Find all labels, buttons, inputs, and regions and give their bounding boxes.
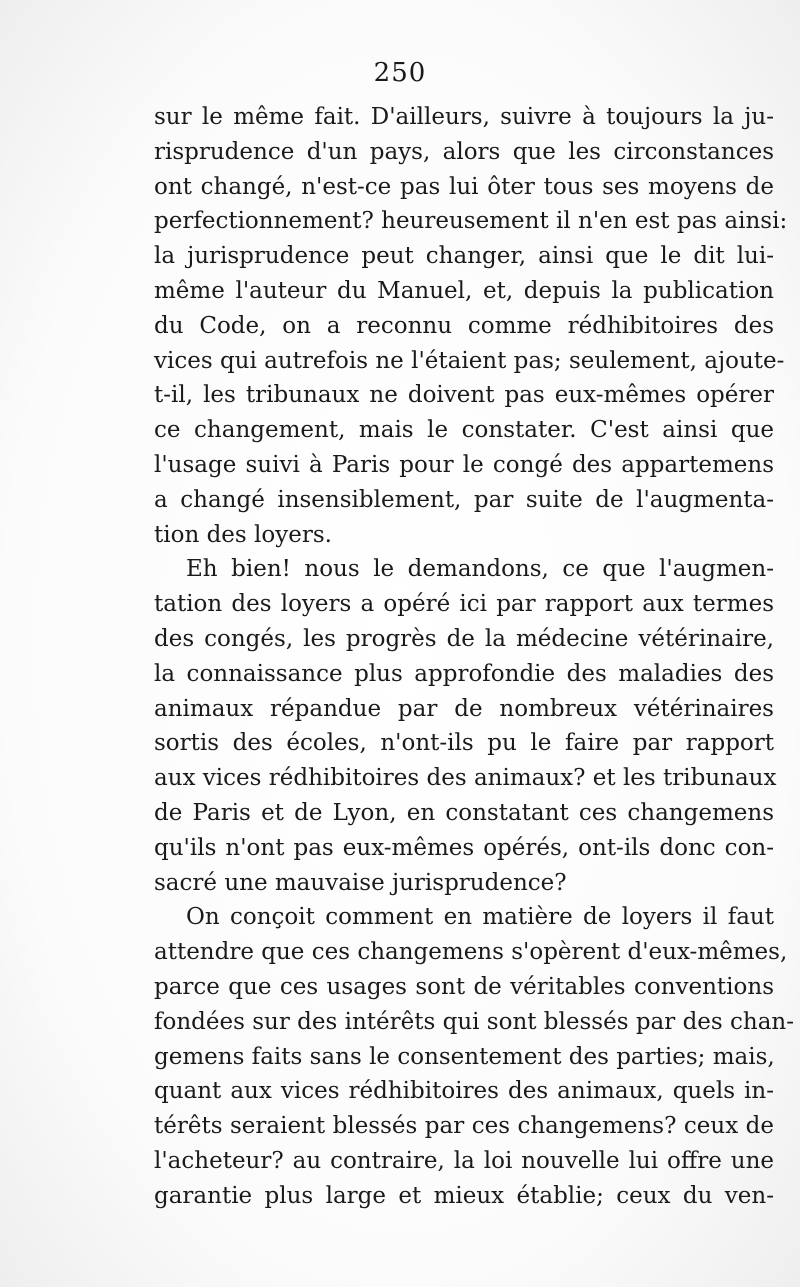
page-body-text: [154, 100, 795, 1214]
text-line: vices qui autrefois ne l'étaient pas; seulement, ajoute-: [154, 347, 785, 374]
text-line: qu'ils n'ont pas eux-mêmes opérés, ont-ils donc con-: [154, 834, 774, 861]
text-line: aux vices rédhibitoires des animaux? et les tribunaux: [154, 765, 777, 792]
paragraph-1: [154, 100, 788, 552]
text-line: a changé insensiblement, par suite de l'augmenta-: [154, 486, 774, 513]
text-line: des congés, les progrès de la médecine vétérinaire,: [154, 625, 774, 652]
paragraph-2: [154, 552, 777, 900]
text-line: de Paris et de Lyon, en constatant ces changemens: [154, 799, 774, 826]
paragraph-3: [154, 900, 795, 1213]
text-line: la jurisprudence peut changer, ainsi que le dit lui-: [154, 243, 774, 270]
text-line: gemens faits sans le consentement des parties; mais,: [154, 1043, 775, 1070]
text-line: attendre que ces changemens s'opèrent d'eux-mêmes,: [154, 939, 788, 966]
text-line: même l'auteur du Manuel, et, depuis la publication: [154, 277, 774, 304]
text-line: fondées sur des intérêts qui sont blessés par des chan-: [154, 1008, 795, 1035]
text-line: quant aux vices rédhibitoires des animaux, quels in-: [154, 1078, 774, 1105]
text-line: sortis des écoles, n'ont-ils pu le faire par rapport: [154, 730, 774, 757]
text-line: t-il, les tribunaux ne doivent pas eux-mêmes opérer: [154, 382, 774, 409]
text-line: du Code, on a reconnu comme rédhibitoires des: [154, 312, 774, 339]
text-line: risprudence d'un pays, alors que les circonstances: [154, 138, 774, 165]
text-line: tion des loyers.: [154, 521, 332, 548]
text-line: animaux répandue par de nombreux vétérinaires: [154, 695, 774, 722]
text-line: ont changé, n'est-ce pas lui ôter tous ses moyens de: [154, 173, 774, 200]
page-number: 250: [373, 58, 427, 88]
text-line: l'acheteur? au contraire, la loi nouvelle lui offre une: [154, 1147, 774, 1174]
text-line: la connaissance plus approfondie des maladies des: [154, 660, 774, 687]
text-line: tation des loyers a opéré ici par rapport aux termes: [154, 591, 774, 618]
text-line: sacré une mauvaise jurisprudence?: [154, 869, 567, 896]
text-line: garantie plus large et mieux établie; ceux du ven-: [154, 1182, 774, 1209]
text-line: perfectionnement? heureusement il n'en est pas ainsi:: [154, 208, 788, 235]
text-line: parce que ces usages sont de véritables conventions: [154, 973, 774, 1000]
text-line: térêts seraient blessés par ces changemens? ceux de: [154, 1113, 774, 1140]
text-line: l'usage suivi à Paris pour le congé des appartemens: [154, 451, 774, 478]
text-line: ce changement, mais le constater. C'est ainsi que: [154, 417, 774, 444]
text-line: Eh bien! nous le demandons, ce que l'augmen-: [186, 556, 774, 583]
text-line: sur le même fait. D'ailleurs, suivre à toujours la ju-: [154, 104, 774, 130]
text-line: On conçoit comment en matière de loyers il faut: [186, 904, 774, 931]
